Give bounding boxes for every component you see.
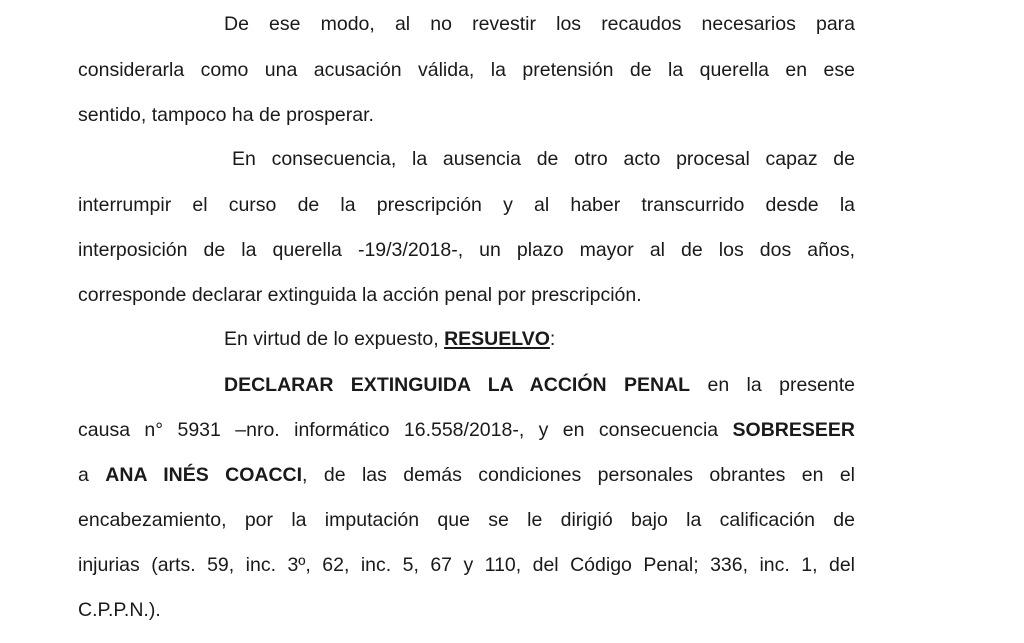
paragraph-line: En consecuencia, la ausencia de otro acto procesal capaz de [232,148,855,170]
paragraph-line: C.P.P.N.). [78,599,161,621]
paragraph-line: considerarla como una acusación válida, la pretensión de la querella en ese [78,59,855,81]
sobreseer-bold: SOBRESEER [732,419,855,441]
resolution-intro-text: En virtud de lo expuesto, [224,328,445,350]
paragraph-line: sentido, tampoco ha de prosperar. [78,104,374,126]
paragraph-line: interrumpir el curso de la prescripción y al haber transcurrido desde la [78,194,855,216]
paragraph-line [78,463,855,487]
resolution-colon: : [549,328,556,350]
paragraph-line: corresponde declarar extinguida la acción penal por prescripción. [78,284,642,306]
paragraph-line [224,373,855,397]
resolution-intro [224,327,555,351]
paragraph-line [78,418,855,442]
resuelvo-heading: RESUELVO [444,328,550,350]
paragraph-line: De ese modo, al no revestir los recaudos necesarios para [224,13,855,35]
declaration-bold: DECLARAR EXTINGUIDA LA ACCIÓN PENAL [224,374,691,396]
defendant-name: ANA INÉS COACCI [105,464,303,486]
paragraph-line: injurias (arts. 59, inc. 3º, 62, inc. 5, 67 y 110, del Código Penal; 336, inc. 1, del [78,554,855,576]
line-prefix: a [78,464,89,486]
line-rest: , de las demás condiciones personales obrantes en el [302,464,855,486]
case-number-text: causa n° 5931 –nro. informático 16.558/2018-, y en consecuencia [78,419,719,441]
paragraph-line: interposición de la querella -19/3/2018-, un plazo mayor al de los dos años, [78,239,855,261]
paragraph-line: encabezamiento, por la imputación que se le dirigió bajo la calificación de [78,509,855,531]
declaration-text: en la presente [707,374,856,396]
